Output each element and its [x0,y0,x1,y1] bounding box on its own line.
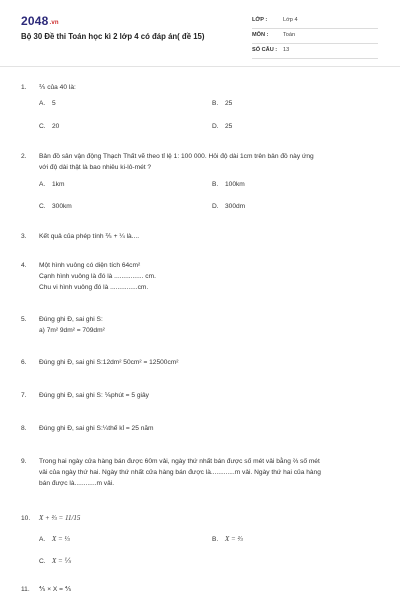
question-number: 4. [21,262,27,269]
question-number: 9. [21,458,27,465]
question-text: X + ⅔ = 11/15 [39,514,81,522]
option-10c[interactable]: C. X = ⅕ [39,557,72,565]
meta-label: LỚP : [252,17,268,23]
option-10a[interactable]: A. X = ⅓ [39,535,70,543]
question-text: Đúng ghi Đ, sai ghi S: [39,316,103,323]
meta-row-subject [252,29,378,44]
question-text: ⅘ × X = ⅘ [39,586,72,593]
question-text: Chu vi hình vuông đó là ...............cm. [39,284,149,291]
header-divider [0,66,400,67]
site-logo[interactable]: 2048.vn [21,14,59,28]
question-number: 1. [21,84,27,91]
question-text: Đúng ghi Đ, sai ghi S:¼thế kỉ = 25 năm [39,425,154,432]
question-number: 5. [21,316,27,323]
meta-value: Lớp 4 [283,17,298,23]
meta-value: 13 [283,47,290,53]
question-text: với độ dài thật là bao nhiêu ki-lô-mét ? [39,164,152,171]
document-title: Bộ 30 Đề thi Toán học kì 2 lớp 4 có đáp án( đề 15) [21,32,205,41]
question-text: vải của ngày thứ hai. Ngày thứ nhất cửa hàng bán được là.............m vải. Ngày thứ hai của hàng [39,469,321,476]
option-2d[interactable]: D. 300dm [212,203,246,210]
option-1a[interactable]: A. 5 [39,100,56,107]
option-2c[interactable]: C. 300km [39,203,72,210]
option-1d[interactable]: D. 25 [212,123,233,130]
question-number: 8. [21,425,27,432]
meta-label: SỐ CÂU : [252,47,278,53]
question-number: 7. [21,392,27,399]
question-text: Đúng ghi Đ, sai ghi S:12dm² 50cm² = 12500cm² [39,359,179,366]
question-text: Một hình vuông có diện tích 64cm² [39,262,141,269]
question-number: 2. [21,153,27,160]
question-number: 11. [21,586,30,593]
option-2a[interactable]: A. 1km [39,181,65,188]
meta-row-question-count [252,44,378,59]
question-number: 6. [21,359,27,366]
question-text: Bản đồ sân vận động Thạch Thất vẽ theo tỉ lệ 1: 100 000. Hỏi độ dài 1cm trên bản đồ này ứng [39,153,314,160]
question-text: Trong hai ngày cửa hàng bán được 60m vải, ngày thứ nhất bán được số mét vải bằng ⅔ số mét [39,458,320,465]
question-number: 3. [21,233,27,240]
question-number: 10. [21,515,31,522]
option-1b[interactable]: B. 25 [212,100,233,107]
question-text: Đúng ghi Đ, sai ghi S: ⅙phút = 5 giây [39,392,149,399]
question-text: a) 7m² 9dm² = 709dm² [39,327,105,334]
question-text: ⅖ của 40 là: [39,84,76,91]
question-text: Cạnh hình vuông là đó là ................ cm. [39,273,156,280]
question-text: Kết quả của phép tính ⅖ + ¼ là.... [39,233,140,240]
meta-row-grade [252,14,378,29]
option-10b[interactable]: B. X = ⅔ [212,535,243,543]
question-text: bán được là............m vải. [39,480,115,487]
meta-value: Toán [283,32,296,38]
option-2b[interactable]: B. 100km [212,181,245,188]
meta-label: MÔN : [252,32,269,38]
option-1c[interactable]: C. 20 [39,123,60,130]
